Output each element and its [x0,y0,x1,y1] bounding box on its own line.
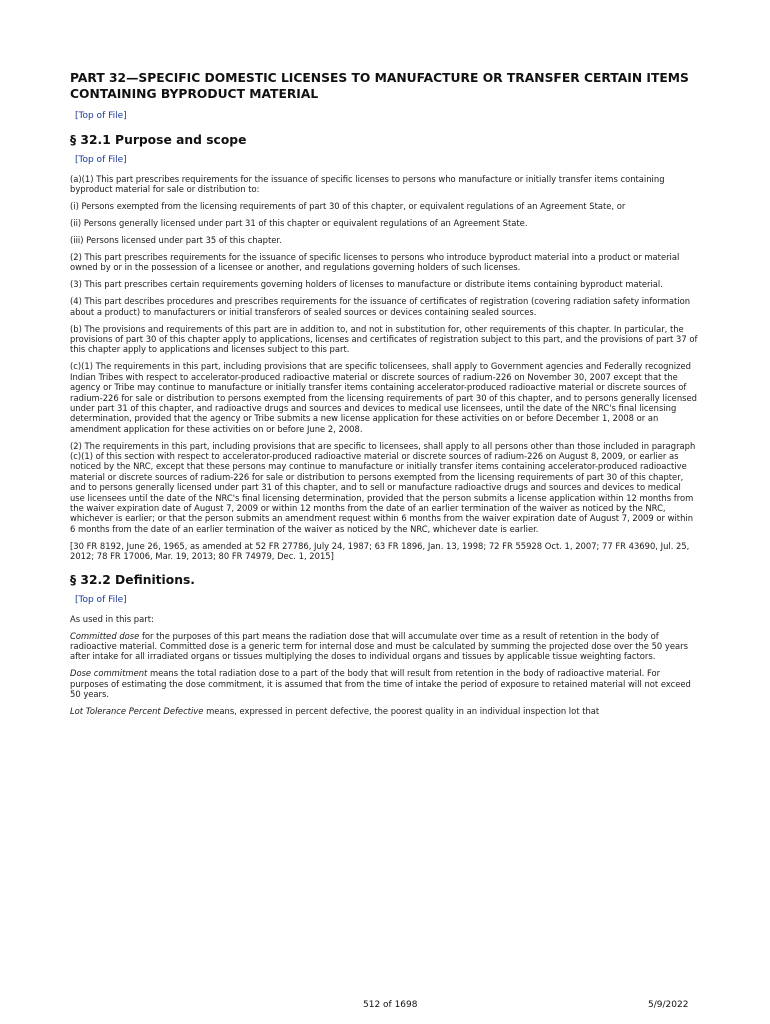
definition-text: means the total radiation dose to a part of the body that will result from retention in the body of radioactive material. For purposes of estimating the dose commitment, it is assumed that from the time of intake the period of exposure to retained material will not exceed 50 years. [70,668,691,700]
paragraph: (iii) Persons licensed under part 35 of this chapter. [70,235,282,246]
definition-text: for the purposes of this part means the radiation dose that will accumulate over time as a result of retention in the body of radioactive material. Committed dose is a generic term for internal dose and must be calculated by summing the projected dose over the 50 years after intake for all irradiated organs or tissues multiplying the doses to individual organs and tissues by applicable tissue weighting factors. [70,630,688,662]
top-of-file-link[interactable]: [Top of File] [75,111,127,121]
paragraph: (ii) Persons generally licensed under part 31 of this chapter or equivalent regulations of an Agreement State. [70,218,528,229]
part-heading: PART 32—SPECIFIC DOMESTIC LICENSES TO MANUFACTURE OR TRANSFER CERTAIN ITEMS CONTAINING BYPRODUCT MATERIAL [70,71,689,101]
print-date: 5/9/2022 [648,1000,689,1010]
paragraph: (2) The requirements in this part, including provisions that are specific to licensees, shall apply to all persons other than those included in paragraph (c)(1) of this section with respect to accelerator-produced radioactive material or discrete sources of radium-226 on August 8, 2009, or earlier as noticed by the NRC, except that these persons may continue to manufacture or initially transfer items containing accelerator-produced radioactive material or discrete sources of radium-226 for sale or distribution to persons exempted from the licensing requirements of part 30 of this chapter, and to persons generally licensed under part 31 of this chapter, and to sell or manufacture radioactive drugs and sources and devices to medical use licensees until the date of the NRC's final licensing determination, provided that the person submits a license application within 12 months from the waiver expiration date of August 7, 2009 or within 12 months from the date of an earlier termination of the waiver as noticed by the NRC, whichever is earlier; or that the person submits an amendment request within 6 months from the waiver expiration date of August 7, 2009 or within 6 months from the date of an earlier termination of the waiver as noticed by the NRC, whichever date is earlier. [70,440,696,534]
definition [70,668,698,699]
section-32-2-title: § 32.2 Definitions. [70,572,195,587]
definitions-intro: As used in this part: [70,613,154,624]
definition-term: Dose commitment [70,668,148,679]
paragraph: (3) This part prescribes certain requirements governing holders of licenses to manufacture or distribute items containing byproduct material. [70,279,663,290]
paragraph: (a)(1) This part prescribes requirements for the issuance of specific licenses to persons who manufacture or initially transfer items containing byproduct material for sale or distribution to: [70,174,665,195]
definition-term: Lot Tolerance Percent Defective [70,705,204,716]
definition [70,631,698,662]
paragraph: (c)(1) The requirements in this part, including provisions that are specific tolicensees, shall apply to Government agencies and Federally recognized Indian Tribes with respect to accelerator-produced radioactive material or discrete sources of radium-226 on November 30, 2007 except that the agency or Tribe may continue to manufacture or initially transfer items containing accelerator-produced radioactive material or discrete sources of radium-226 for sale or distribution to persons exempted from the licensing requirements of part 30 of this chapter, and to persons generally licensed under part 31 of this chapter, and radioactive drugs and sources and devices to medical use licensees, until the date of the NRC's final licensing determination, provided that the agency or Tribe submits a new license application for these activities on or before December 1, 2008 or an amendment application for these activities on or before June 2, 2008. [70,361,697,434]
definition-text: means, expressed in percent defective, the poorest quality in an individual inspection lot that [203,705,600,716]
definition [70,706,698,716]
page-number: 512 of 1698 [363,1000,418,1010]
paragraph: (i) Persons exempted from the licensing requirements of part 30 of this chapter, or equivalent regulations of an Agreement State, or [70,201,626,212]
paragraph: (b) The provisions and requirements of this part are in addition to, and not in substitution for, other requirements of this chapter. In particular, the provisions of part 30 of this chapter apply to applications, licenses and certificates of registration subject to this part, and the provisions of part 37 of this chapter apply to applications and licenses subject to this part. [70,323,698,355]
top-of-file-link[interactable]: [Top of File] [75,594,127,605]
section-32-1-title: § 32.1 Purpose and scope [70,133,247,147]
citation: [30 FR 8192, June 26, 1965, as amended at 52 FR 27786, July 24, 1987; 63 FR 1896, Jan. 13, 1998; 72 FR 55928 Oct. 1, 2007; 77 FR 43690, Jul. 25, 2012; 78 FR 17006, Mar. 19, 2013; 80 FR 74979, Dec. 1, 2015] [70,540,690,562]
paragraph: (2) This part prescribes requirements for the issuance of specific licenses to persons who introduce byproduct material into a product or material owned by or in the possession of a licensee or another, and regulations governing holders of such licenses. [70,252,680,273]
definition-term: Committed dose [70,630,140,641]
top-of-file-link[interactable]: [Top of File] [75,155,127,165]
paragraph: (4) This part describes procedures and prescribes requirements for the issuance of certificates of registration (covering radiation safety information about a product) to manufacturers or initial transferors of sealed sources or devices containing sealed sources. [70,296,691,317]
document-page [70,70,698,723]
